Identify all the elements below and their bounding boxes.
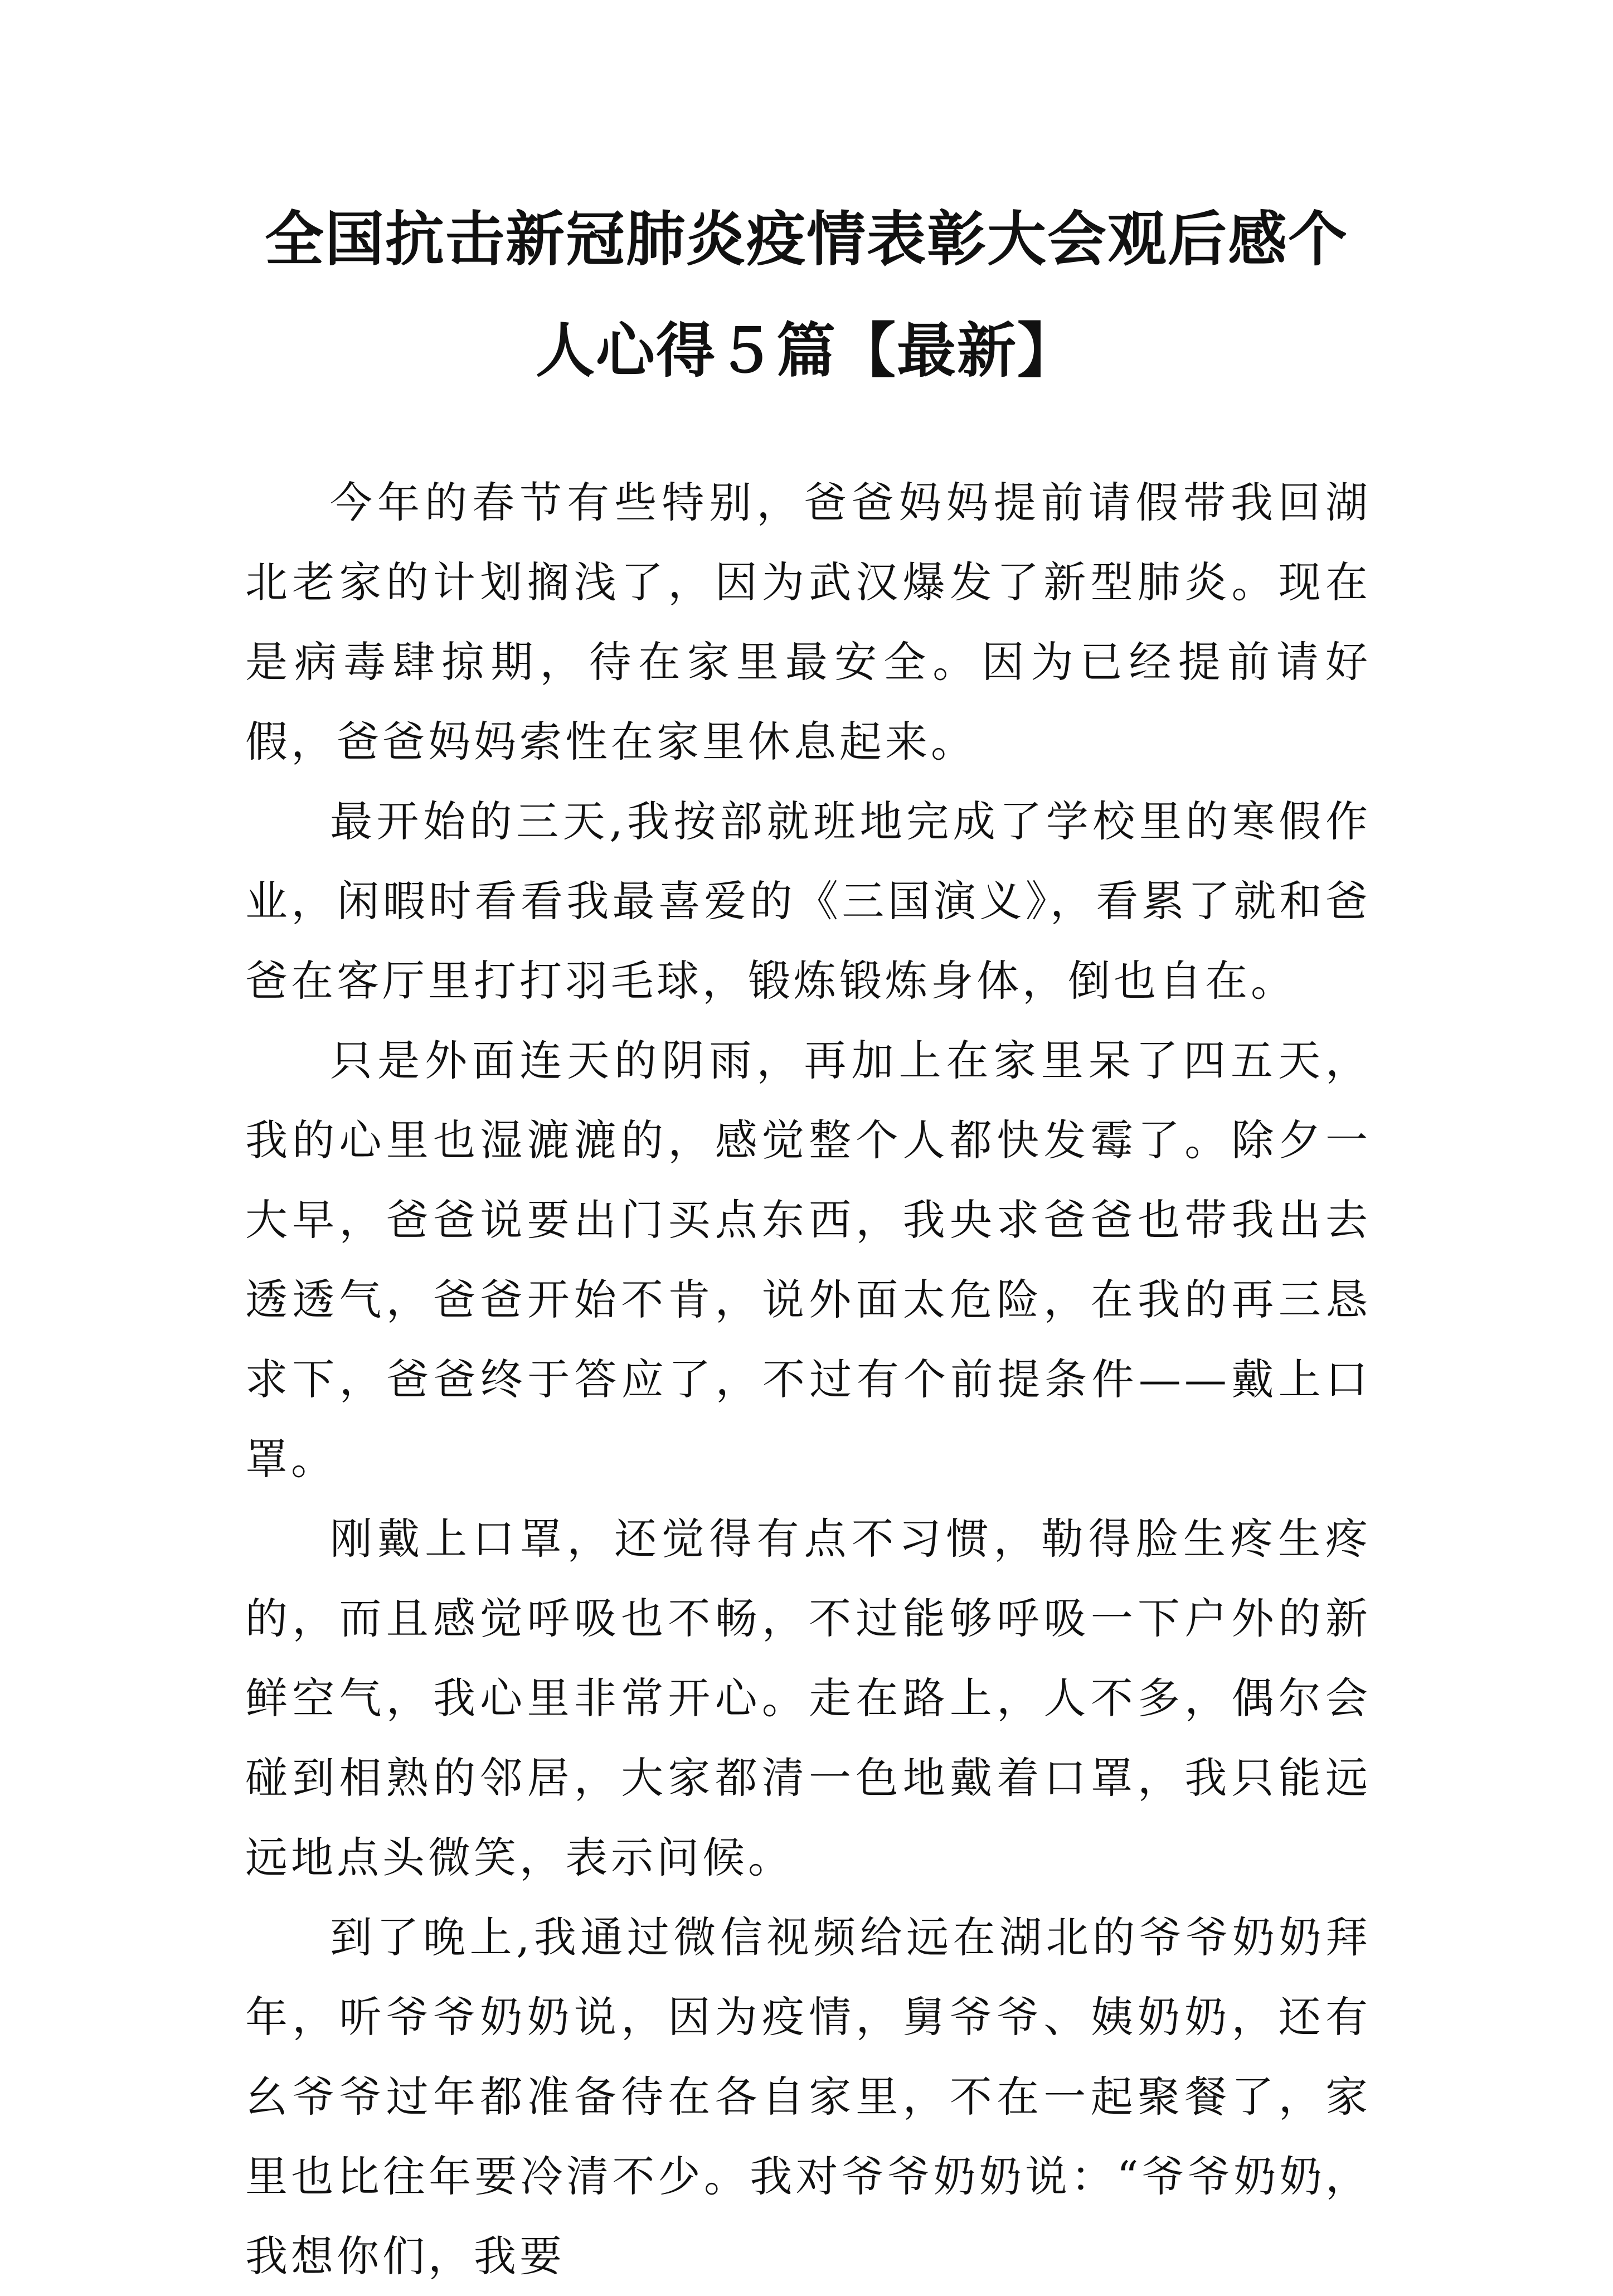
document-body <box>245 463 1371 2296</box>
paragraph-1: 今年的春节有些特别，爸爸妈妈提前请假带我回湖北老家的计划搁浅了，因为武汉爆发了新型肺炎。现在是病毒肆掠期，待在家里最安全。因为已经提前请好假，爸爸妈妈索性在家里休息起来。 <box>245 478 1371 766</box>
paragraph-5: 到了晚上,我通过微信视频给远在湖北的爷爷奶奶拜年，听爷爷奶奶说，因为疫情，舅爷爷、姨奶奶，还有幺爷爷过年都准备待在各自家里，不在一起聚餐了，家里也比往年要冷清不少。我对爷爷奶奶说：“爷爷奶奶，我想你们，我要 <box>245 1912 1371 2281</box>
title-line-2: 人心得５篇【最新】 <box>536 317 1077 385</box>
document-title <box>167 184 1446 407</box>
paragraph-4: 刚戴上口罩，还觉得有点不习惯，勒得脸生疼生疼的，而且感觉呼吸也不畅，不过能够呼吸一下户外的新鲜空气，我心里非常开心。走在路上，人不多，偶尔会碰到相熟的邻居，大家都清一色地戴着口罩，我只能远远地点头微笑，表示问候。 <box>245 1514 1371 1882</box>
title-line-1: 全国抗击新冠肺炎疫情表彰大会观后感个 <box>265 205 1348 274</box>
paragraph-3: 只是外面连天的阴雨，再加上在家里呆了四五天，我的心里也湿漉漉的，感觉整个人都快发霉了。除夕一大早，爸爸说要出门买点东西，我央求爸爸也带我出去透透气，爸爸开始不肯，说外面太危险，在我的再三恳求下，爸爸终于答应了，不过有个前提条件——戴上口罩。 <box>245 1036 1371 1484</box>
paragraph-2: 最开始的三天,我按部就班地完成了学校里的寒假作业，闲暇时看看我最喜爱的《三国演义》，看累了就和爸爸在客厅里打打羽毛球，锻炼锻炼身体，倒也自在。 <box>245 797 1371 1006</box>
